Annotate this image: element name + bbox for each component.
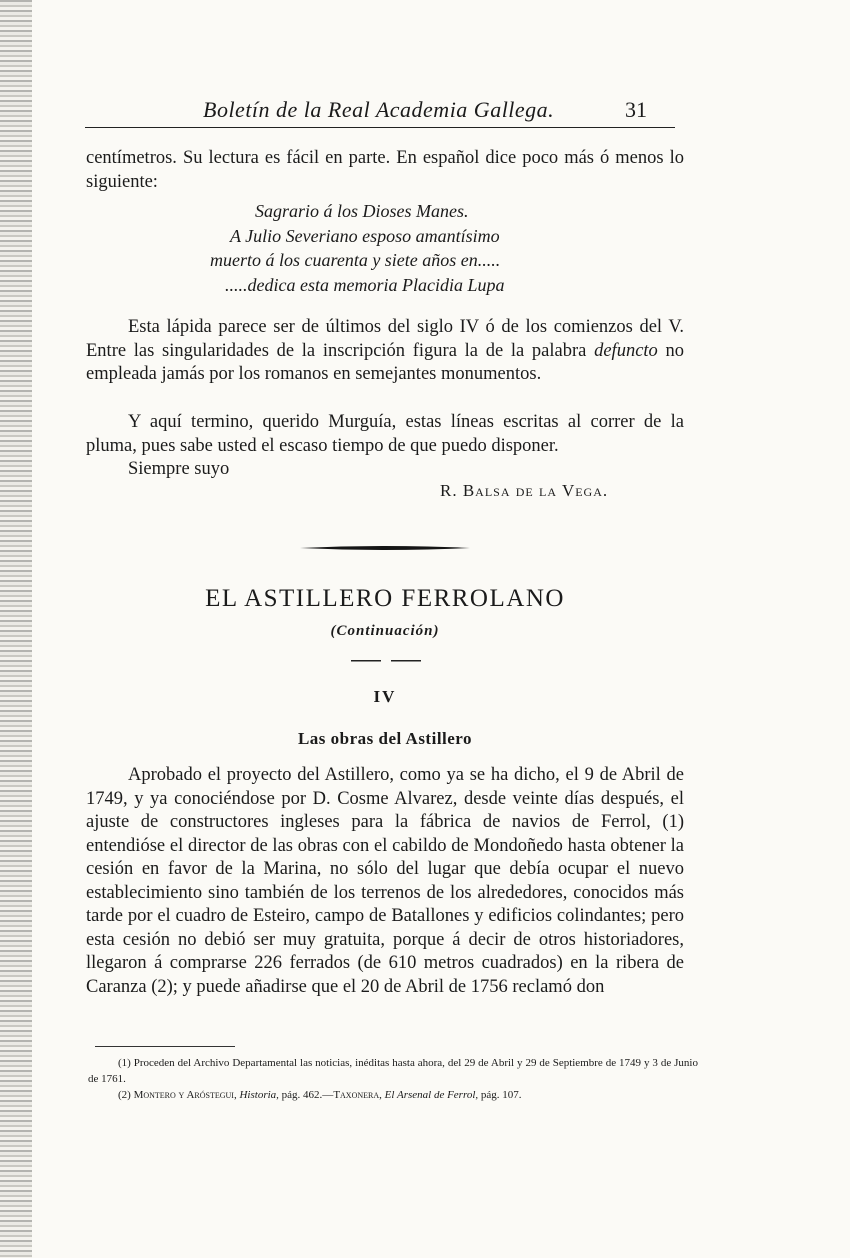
verse-line: A Julio Severiano esposo amantísimo xyxy=(230,225,500,246)
footnote-text: pág. 107. xyxy=(480,1089,522,1101)
footnote-work: El Arsenal de Ferrol, xyxy=(384,1089,479,1101)
footnote-rule xyxy=(95,1046,235,1047)
footnote-work: Historia, xyxy=(239,1089,279,1101)
verse-line: muerto á los cuarenta y siete años en..... xyxy=(210,250,501,270)
latin-word: defuncto xyxy=(594,340,658,361)
page-number: 31 xyxy=(625,97,647,122)
verse-line: .....dedica esta memoria Placidia Lupa xyxy=(225,274,505,295)
paragraph-text: no empleada jamás por los romanos en semejantes monumentos. xyxy=(86,340,685,384)
footnote-text: pág. 462.— xyxy=(281,1089,334,1101)
section-ornament xyxy=(300,543,470,553)
letter-paragraph-2: Y aquí termino, querido Murguía, estas líneas escritas al correr de la pluma, pues sabe usted el escaso tiempo de que puedo disponer. xyxy=(86,412,684,456)
verse-line: Sagrario á los Dioses Manes. xyxy=(255,201,469,221)
article-title: EL ASTILLERO FERROLANO xyxy=(205,585,565,612)
page-header xyxy=(85,97,675,128)
chapter-number: IV xyxy=(373,687,397,706)
letter-opening: centímetros. Su lectura es fácil en parte. En español dice poco más ó menos lo siguiente: xyxy=(86,148,684,192)
letter-closing: Siempre suyo xyxy=(128,459,230,479)
letter-paragraph-1 xyxy=(86,316,684,387)
page-binding-edge xyxy=(0,0,32,1258)
footnotes xyxy=(88,1055,698,1103)
article-body: Aprobado el proyecto del Astillero, como ya se ha dicho, el 9 de Abril de 1749, y ya conociéndose por D. Cosme Alvarez, desde veinte días después, el ajuste de constructores ingleses para la fábrica de navios de Ferrol, (1) entendióse el director de las obras con el cabildo de Mondoñedo hasta obtener la cesión en favor de la Marina, no sólo del lugar que debía ocupar el nuevo establecimiento sino también de los terrenos de los alrededores, conocidos más tarde por el cuadro de Esteiro, campo de Batallones y edificios colindantes; pero esta cesión no debió ser muy gratuita, porque á decir de otros historiadores, llegaron á comprarse 226 ferrados (de 610 metros cuadrados) en la ribera de Caranza (2); y puede añadirse que el 20 de Abril de 1756 reclamó don xyxy=(86,765,684,997)
footnote-author: Taxonera, xyxy=(333,1089,382,1101)
running-title: Boletín de la Real Academia Gallega. xyxy=(203,97,555,122)
author-signature: R. Balsa de la Vega. xyxy=(440,481,609,500)
inscription-translation xyxy=(160,199,620,297)
paragraph-text: Esta lápida parece ser de últimos del siglo IV ó de los comienzos del V. Entre las singularidades de la inscripción figura la de la palabra xyxy=(86,317,684,361)
footnote-marker: (2) xyxy=(118,1089,131,1101)
footnote-2 xyxy=(88,1087,698,1103)
footnote-1: (1) Proceden del Archivo Departamental las noticias, inéditas hasta ahora, del 29 de Abril y 29 de Septiembre de 1749 y 3 de Junio de 1761. xyxy=(88,1057,698,1085)
separator-dashes xyxy=(351,660,421,662)
chapter-heading: Las obras del Astillero xyxy=(297,729,473,748)
continuation-note: (Continuación) xyxy=(330,623,440,639)
footnote-author: Montero y Aróstegui, xyxy=(133,1089,237,1101)
